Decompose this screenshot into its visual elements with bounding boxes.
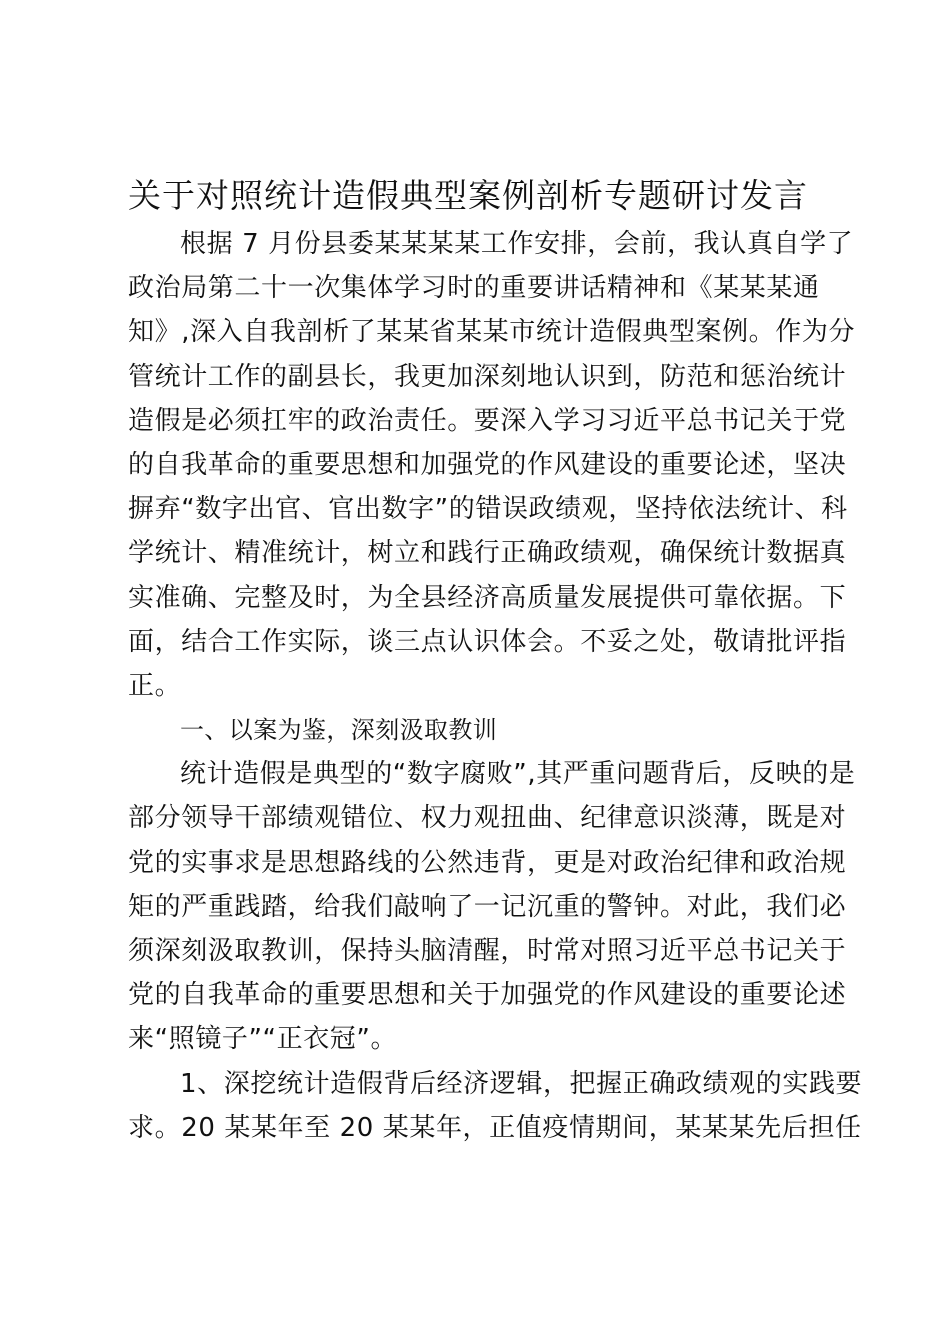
- paragraph-2-line-4: 矩的严重践踏，给我们敲响了一记沉重的警钟。对此，我们必: [128, 891, 847, 922]
- paragraph-1-line-10: 面，结合工作实际，谈三点认识体会。不妥之处，敬请批评指: [128, 626, 847, 657]
- paragraph-1-line-8: 学统计、精准统计，树立和践行正确政绩观，确保统计数据真: [128, 538, 847, 569]
- paragraph-2-line-6: 党的自我革命的重要思想和关于加强党的作风建设的重要论述: [128, 980, 847, 1011]
- paragraph-1-line-6: 的自我革命的重要思想和加强党的作风建设的重要论述，坚决: [128, 449, 847, 480]
- paragraph-2-line-3: 党的实事求是思想路线的公然违背，更是对政治纪律和政治规: [128, 847, 847, 878]
- paragraph-1-line-1: 根据 7 月份县委某某某某工作安排，会前，我认真自学了: [180, 229, 854, 259]
- section-heading-1: 一、以案为鉴，深刻汲取教训: [180, 716, 498, 745]
- paragraph-2-line-7: 来“照镜子”“正衣冠”。: [128, 1024, 398, 1055]
- paragraph-3-line-1: 1、深挖统计造假背后经济逻辑，把握正确政绩观的实践要: [180, 1068, 863, 1099]
- paragraph-1-line-3: 知》,深入自我剖析了某某省某某市统计造假典型案例。作为分: [128, 317, 856, 348]
- paragraph-2-line-1: 统计造假是典型的“数字腐败”,其严重问题背后，反映的是: [180, 759, 856, 790]
- document-title: 关于对照统计造假典型案例剖析专题研讨发言: [128, 176, 808, 215]
- paragraph-1-line-7: 摒弃“数字出官、官出数字”的错误政绩观，坚持依法统计、科: [128, 494, 848, 525]
- paragraph-2-line-2: 部分领导干部绩观错位、权力观扭曲、纪律意识淡薄，既是对: [128, 803, 847, 834]
- paragraph-1-line-5: 造假是必须扛牢的政治责任。要深入学习习近平总书记关于党: [128, 405, 847, 436]
- paragraph-1-line-9: 实准确、完整及时，为全县经济高质量发展提供可靠依据。下: [128, 582, 847, 613]
- paragraph-1-line-2: 政治局第二十一次集体学习时的重要讲话精神和《某某某通: [128, 273, 820, 304]
- paragraph-3-line-2: 求。20 某某年至 20 某某年，正值疫情期间，某某某先后担任: [128, 1112, 862, 1143]
- paragraph-1-line-4: 管统计工作的副县长，我更加深刻地认识到，防范和惩治统计: [128, 361, 847, 392]
- paragraph-1-line-11: 正。: [128, 670, 182, 701]
- paragraph-2-line-5: 须深刻汲取教训，保持头脑清醒，时常对照习近平总书记关于: [128, 936, 847, 966]
- document-body: [128, 222, 863, 1150]
